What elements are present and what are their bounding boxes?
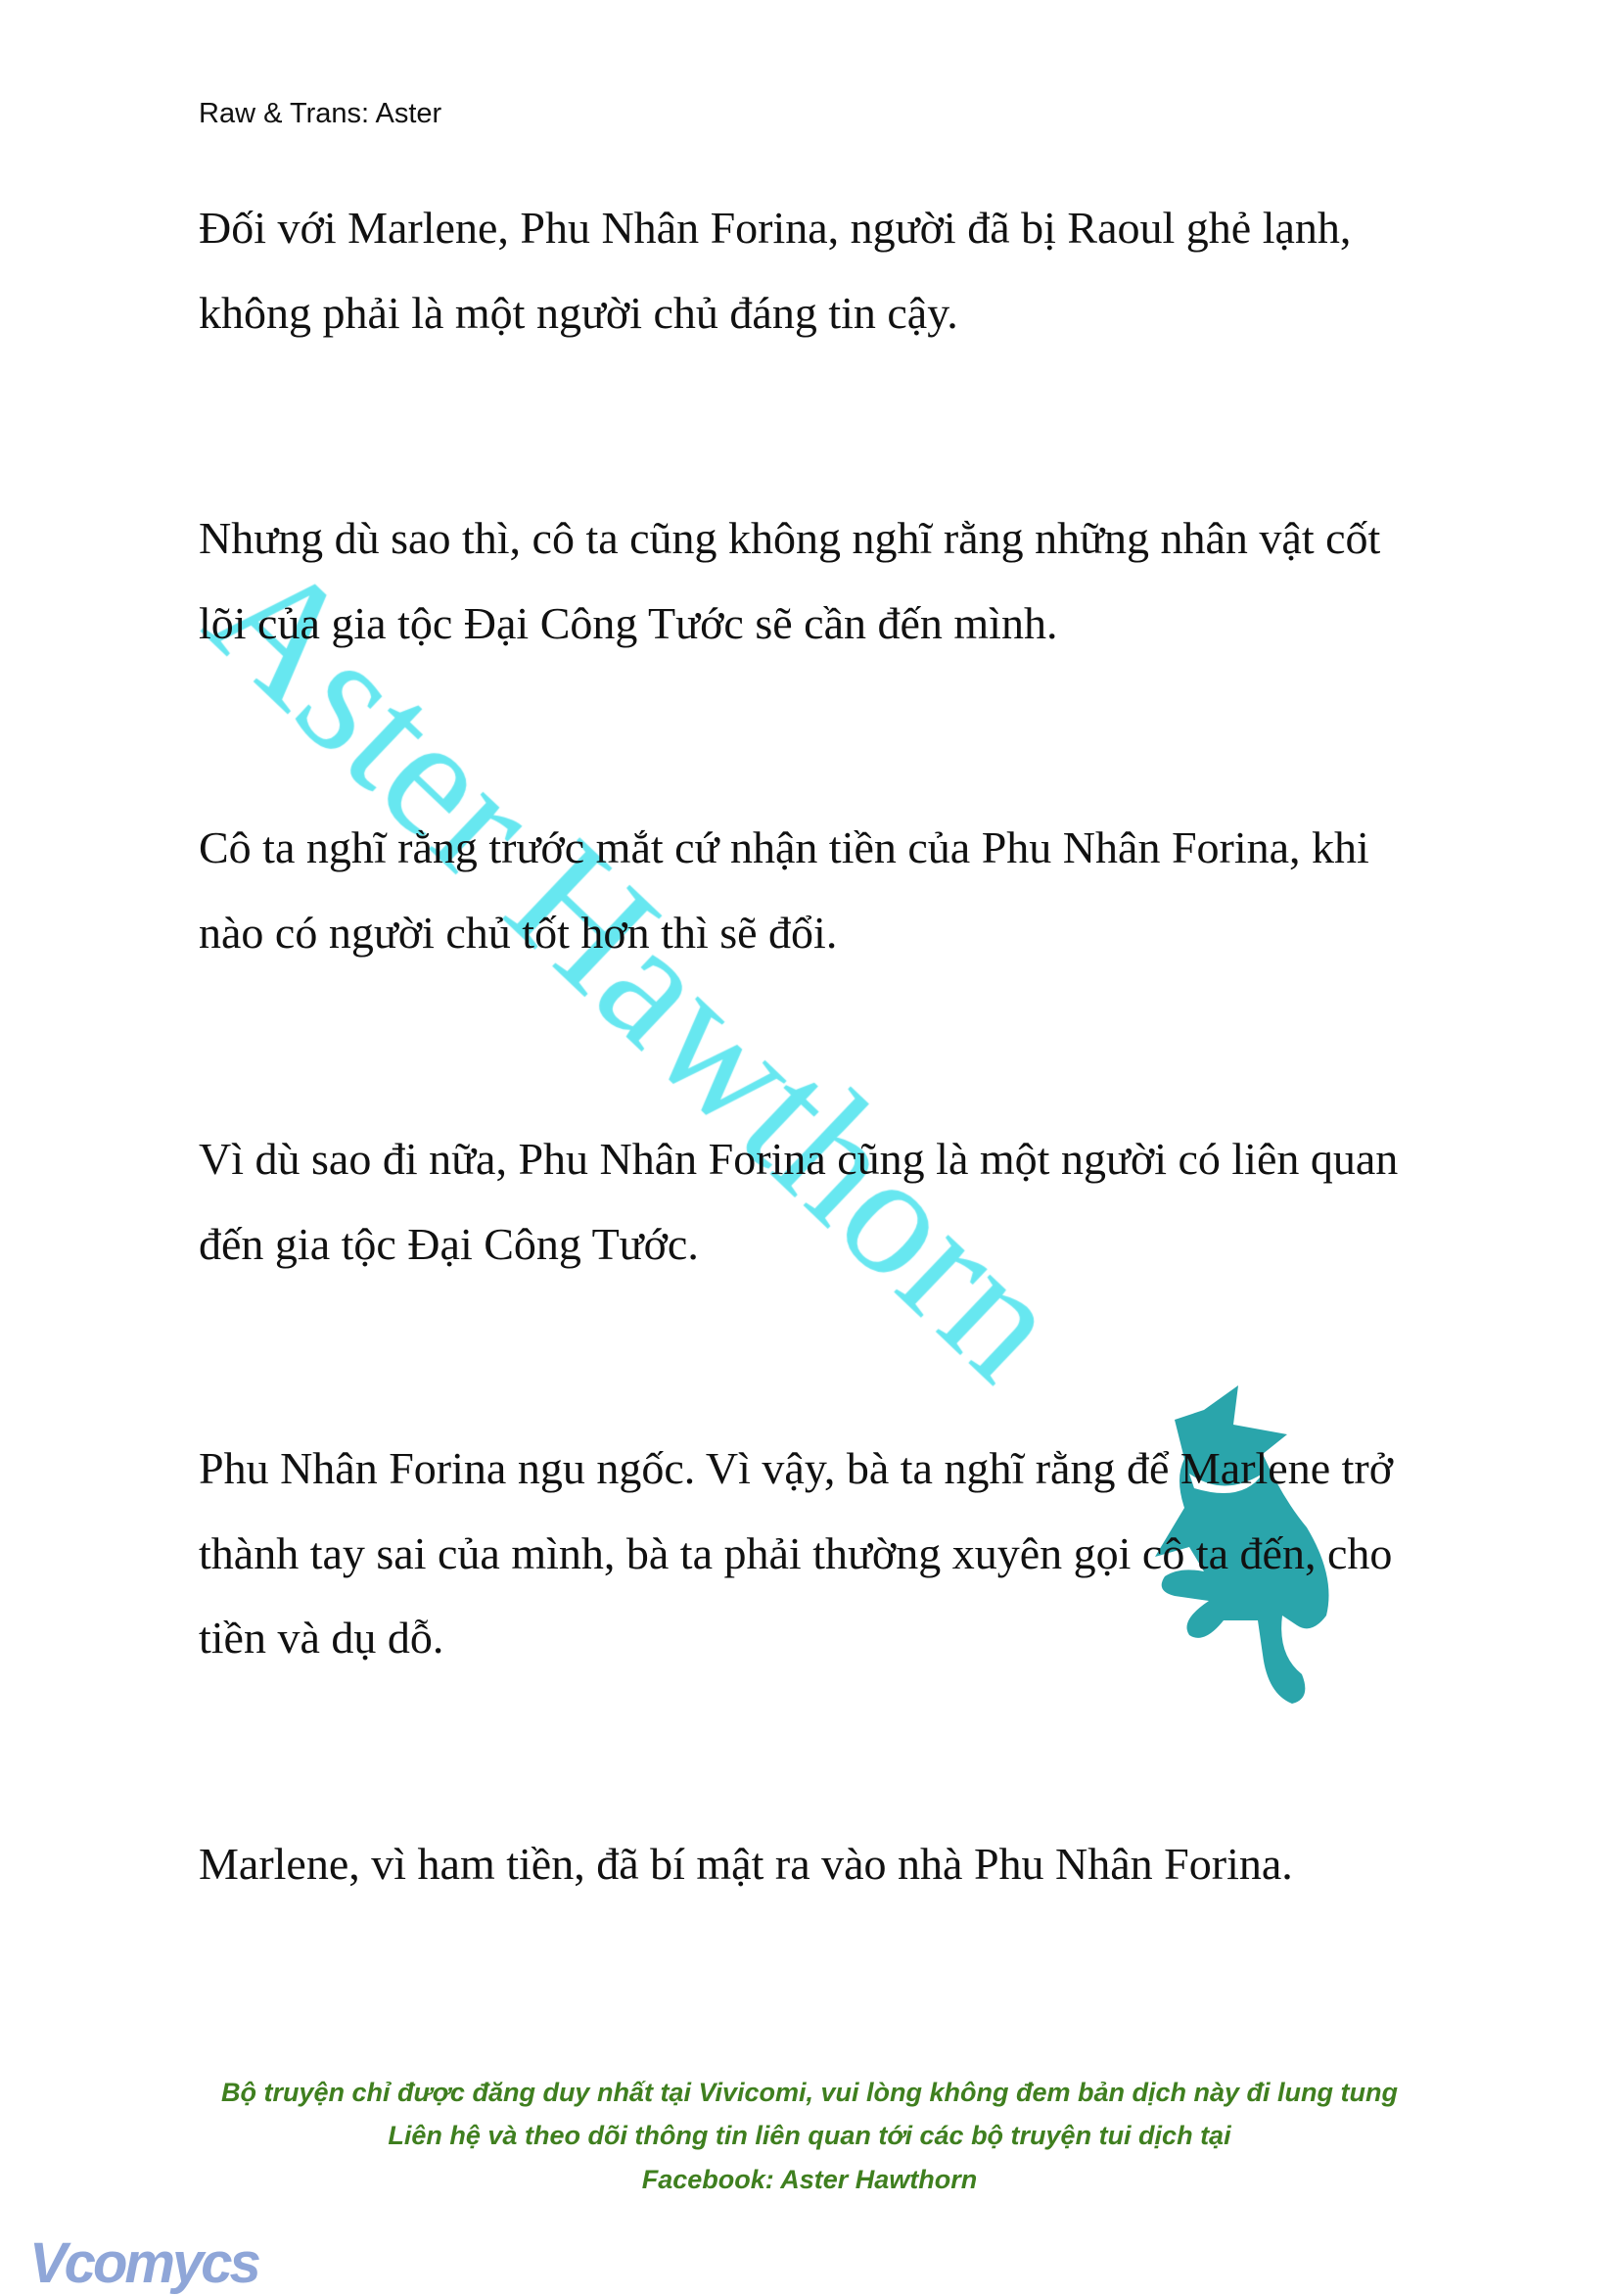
translator-credit: Raw & Trans: Aster [199, 98, 442, 129]
footer-notice: Bộ truyện chỉ được đăng duy nhất tại Vivicomi, vui lòng không đem bản dịch này đi lung tung [221, 2078, 1398, 2107]
paragraph: Cô ta nghĩ rằng trước mắt cứ nhận tiền của Phu Nhân Forina, khi nào có người chủ tốt hơn thì sẽ đổi. [199, 822, 1369, 958]
paragraph: Đối với Marlene, Phu Nhân Forina, người đã bị Raoul ghẻ lạnh, không phải là một người chủ đáng tin cậy. [199, 203, 1352, 338]
site-logo: Vcomycs [29, 2231, 258, 2295]
watermark-image [147, 539, 1272, 1567]
paragraph: Nhưng dù sao thì, cô ta cũng không nghĩ rằng những nhân vật cốt lõi của gia tộc Đại Công Tước sẽ cần đến mình. [199, 513, 1381, 648]
paragraph: Vì dù sao đi nữa, Phu Nhân Forina cũng là một người có liên quan đến gia tộc Đại Công Tước. [199, 1134, 1399, 1269]
footer-contact: Liên hệ và theo dõi thông tin liên quan tới các bộ truyện tui dịch tại [388, 2121, 1231, 2150]
paragraph: Phu Nhân Forina ngu ngốc. Vì vậy, bà ta nghĩ rằng để Marlene trở thành tay sai của mình, bà ta phải thường xuyên gọi cô ta đến, cho tiền và dụ dỗ. [199, 1443, 1394, 1663]
footer-facebook: Facebook: Aster Hawthorn [641, 2165, 978, 2194]
paragraph: Marlene, vì ham tiền, đã bí mật ra vào nhà Phu Nhân Forina. [199, 1839, 1293, 1889]
